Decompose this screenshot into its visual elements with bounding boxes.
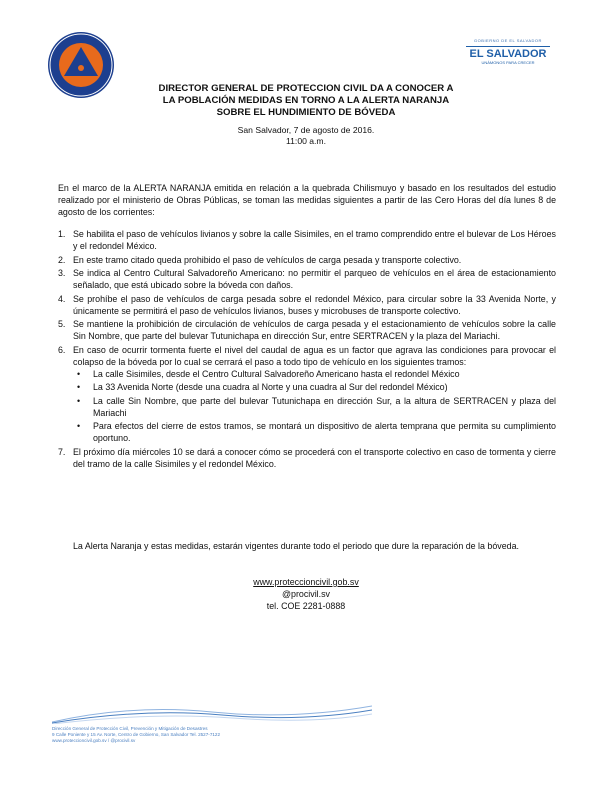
item-text: Se indica al Centro Cultural Salvadoreño Americano: no permitir el parqueo de vehículos en el área de estacionamiento señalado, que está ubicado sobre la bóveda con daños. [73,268,556,290]
footer-line: www.proteccioncivil.gob.sv / @procivil.sv [52,738,136,743]
gobierno-label: GOBIERNO DE EL SALVADOR [474,38,542,43]
list-item [58,254,556,266]
footer-line: 9 Calle Poniente y 15 Av. Norte, Centro de Gobierno, San Salvador Tel. 2527-7122 [52,732,221,737]
list-item [58,267,556,291]
footer-address [52,726,372,744]
footer [52,702,372,744]
list-item [58,318,556,342]
bullet-item [73,368,556,380]
place-date: San Salvador, 7 de agosto de 2016. [237,125,375,135]
title-line: DIRECTOR GENERAL DE PROTECCION CIVIL DA A CONOCER A [158,83,454,94]
phone-number: tel. COE 2281-0888 [266,601,346,611]
release-time: 11:00 a.m. [286,135,326,146]
bullet-item [73,420,556,444]
contact-block [120,576,492,612]
item-number: 3. [58,268,66,278]
title-line: LA POBLACIÓN MEDIDAS EN TORNO A LA ALERTA NARANJA [162,95,450,106]
list-item [58,446,556,470]
footer-line: Dirección General de Protección Civil, Prevención y Mitigación de Desastres [52,726,208,731]
item-text: Se prohíbe el paso de vehículos de carga pesada sobre el redondel México, para circular sobre la 33 Avenida Norte, y únicamente se permitirá el paso de vehículos livianos, buses y microbuses de transporte colectivo. [73,293,556,316]
item-number: 6. [58,344,66,355]
item-number: 5. [58,319,66,329]
bullet-text: Para efectos del cierre de estos tramos, se montará un dispositivo de alerta temprana que permita su cumplimiento oportuno. [93,421,556,443]
item-number: 2. [58,254,66,265]
item-number: 7. [58,446,66,457]
bullet-icon: • [77,368,81,379]
item-text: En este tramo citado queda prohibido el paso de vehículos de carga pesada y transporte colectivo. [73,254,462,265]
item-text: Se mantiene la prohibición de circulación de vehículos de carga pesada y el estacionamiento de vehículos sobre la calle Sin Nombre, que parte del bulevar Tutunichapa en dirección Sur, entre SERTRACEN y la plaza del Mariachi. [73,319,556,341]
bullet-icon: • [77,382,81,392]
bullet-icon: • [77,395,81,406]
item-text: En caso de ocurrir tormenta fuerte el nivel del caudal de agua es un factor que agrava las condiciones para provocar el colapso de la bóveda por lo cual se cerrará el paso a todo tipo de vehículo en los siguientes tramos: [73,344,556,367]
el-salvador-label: EL SALVADOR [466,46,550,60]
item-text: El próximo día miércoles 10 se dará a conocer cómo se procederá con el transporte colectivo en caso de tormenta y cierre del tramo de la calle Sisimiles y el redondel México. [73,446,556,469]
closure-bullets [73,368,556,445]
bullet-icon: • [77,421,81,431]
list-item [58,344,556,445]
intro-paragraph: En el marco de la ALERTA NARANJA emitida en relación a la quebrada Chilismuyo y basado en los resultados del estudio realizado por el ministerio de Obras Públicas, se toman las medidas siguientes a partir de las Cero Horas del día lunes 8 de agosto de los corrientes: [58,183,556,217]
date-block [120,125,492,146]
bullet-text: La calle Sin Nombre, que parte del bulevar Tutunichapa en dirección Sur, a la altura de SERTRACEN y plaza del Mariachi [93,395,556,418]
bullet-text: La 33 Avenida Norte (desde una cuadra al Norte y una cuadra al Sur del redondel México) [93,382,448,392]
title-line: SOBRE EL HUNDIMIENTO DE BÓVEDA [216,107,396,118]
list-item [58,293,556,317]
bullet-text: La calle Sisimiles, desde el Centro Cultural Salvadoreño Americano hasta el redondel México [93,368,460,379]
item-number: 1. [58,229,66,239]
bullet-item [73,381,556,393]
footer-wave-graphic [52,702,372,724]
slogan-label: UNÁMONOS PARA CRECER [481,60,535,65]
twitter-handle: @procivil.sv [282,589,330,599]
website-link[interactable]: www.proteccioncivil.gob.sv [253,577,359,587]
item-text: Se habilita el paso de vehículos livianos y sobre la calle Sisimiles, en el tramo comprendido entre el bulevar de Los Héroes y el redondel México. [73,229,556,251]
item-number: 4. [58,293,66,304]
gobierno-el-salvador-logo [466,38,550,78]
proteccion-civil-logo [46,30,116,100]
closing-paragraph: La Alerta Naranja y estas medidas, estarán vigentes durante todo el periodo que dure la reparación de la bóveda. [73,541,520,551]
bullet-item [73,395,556,419]
list-item [58,228,556,252]
press-release-title [120,83,492,119]
measures-list [58,228,556,471]
